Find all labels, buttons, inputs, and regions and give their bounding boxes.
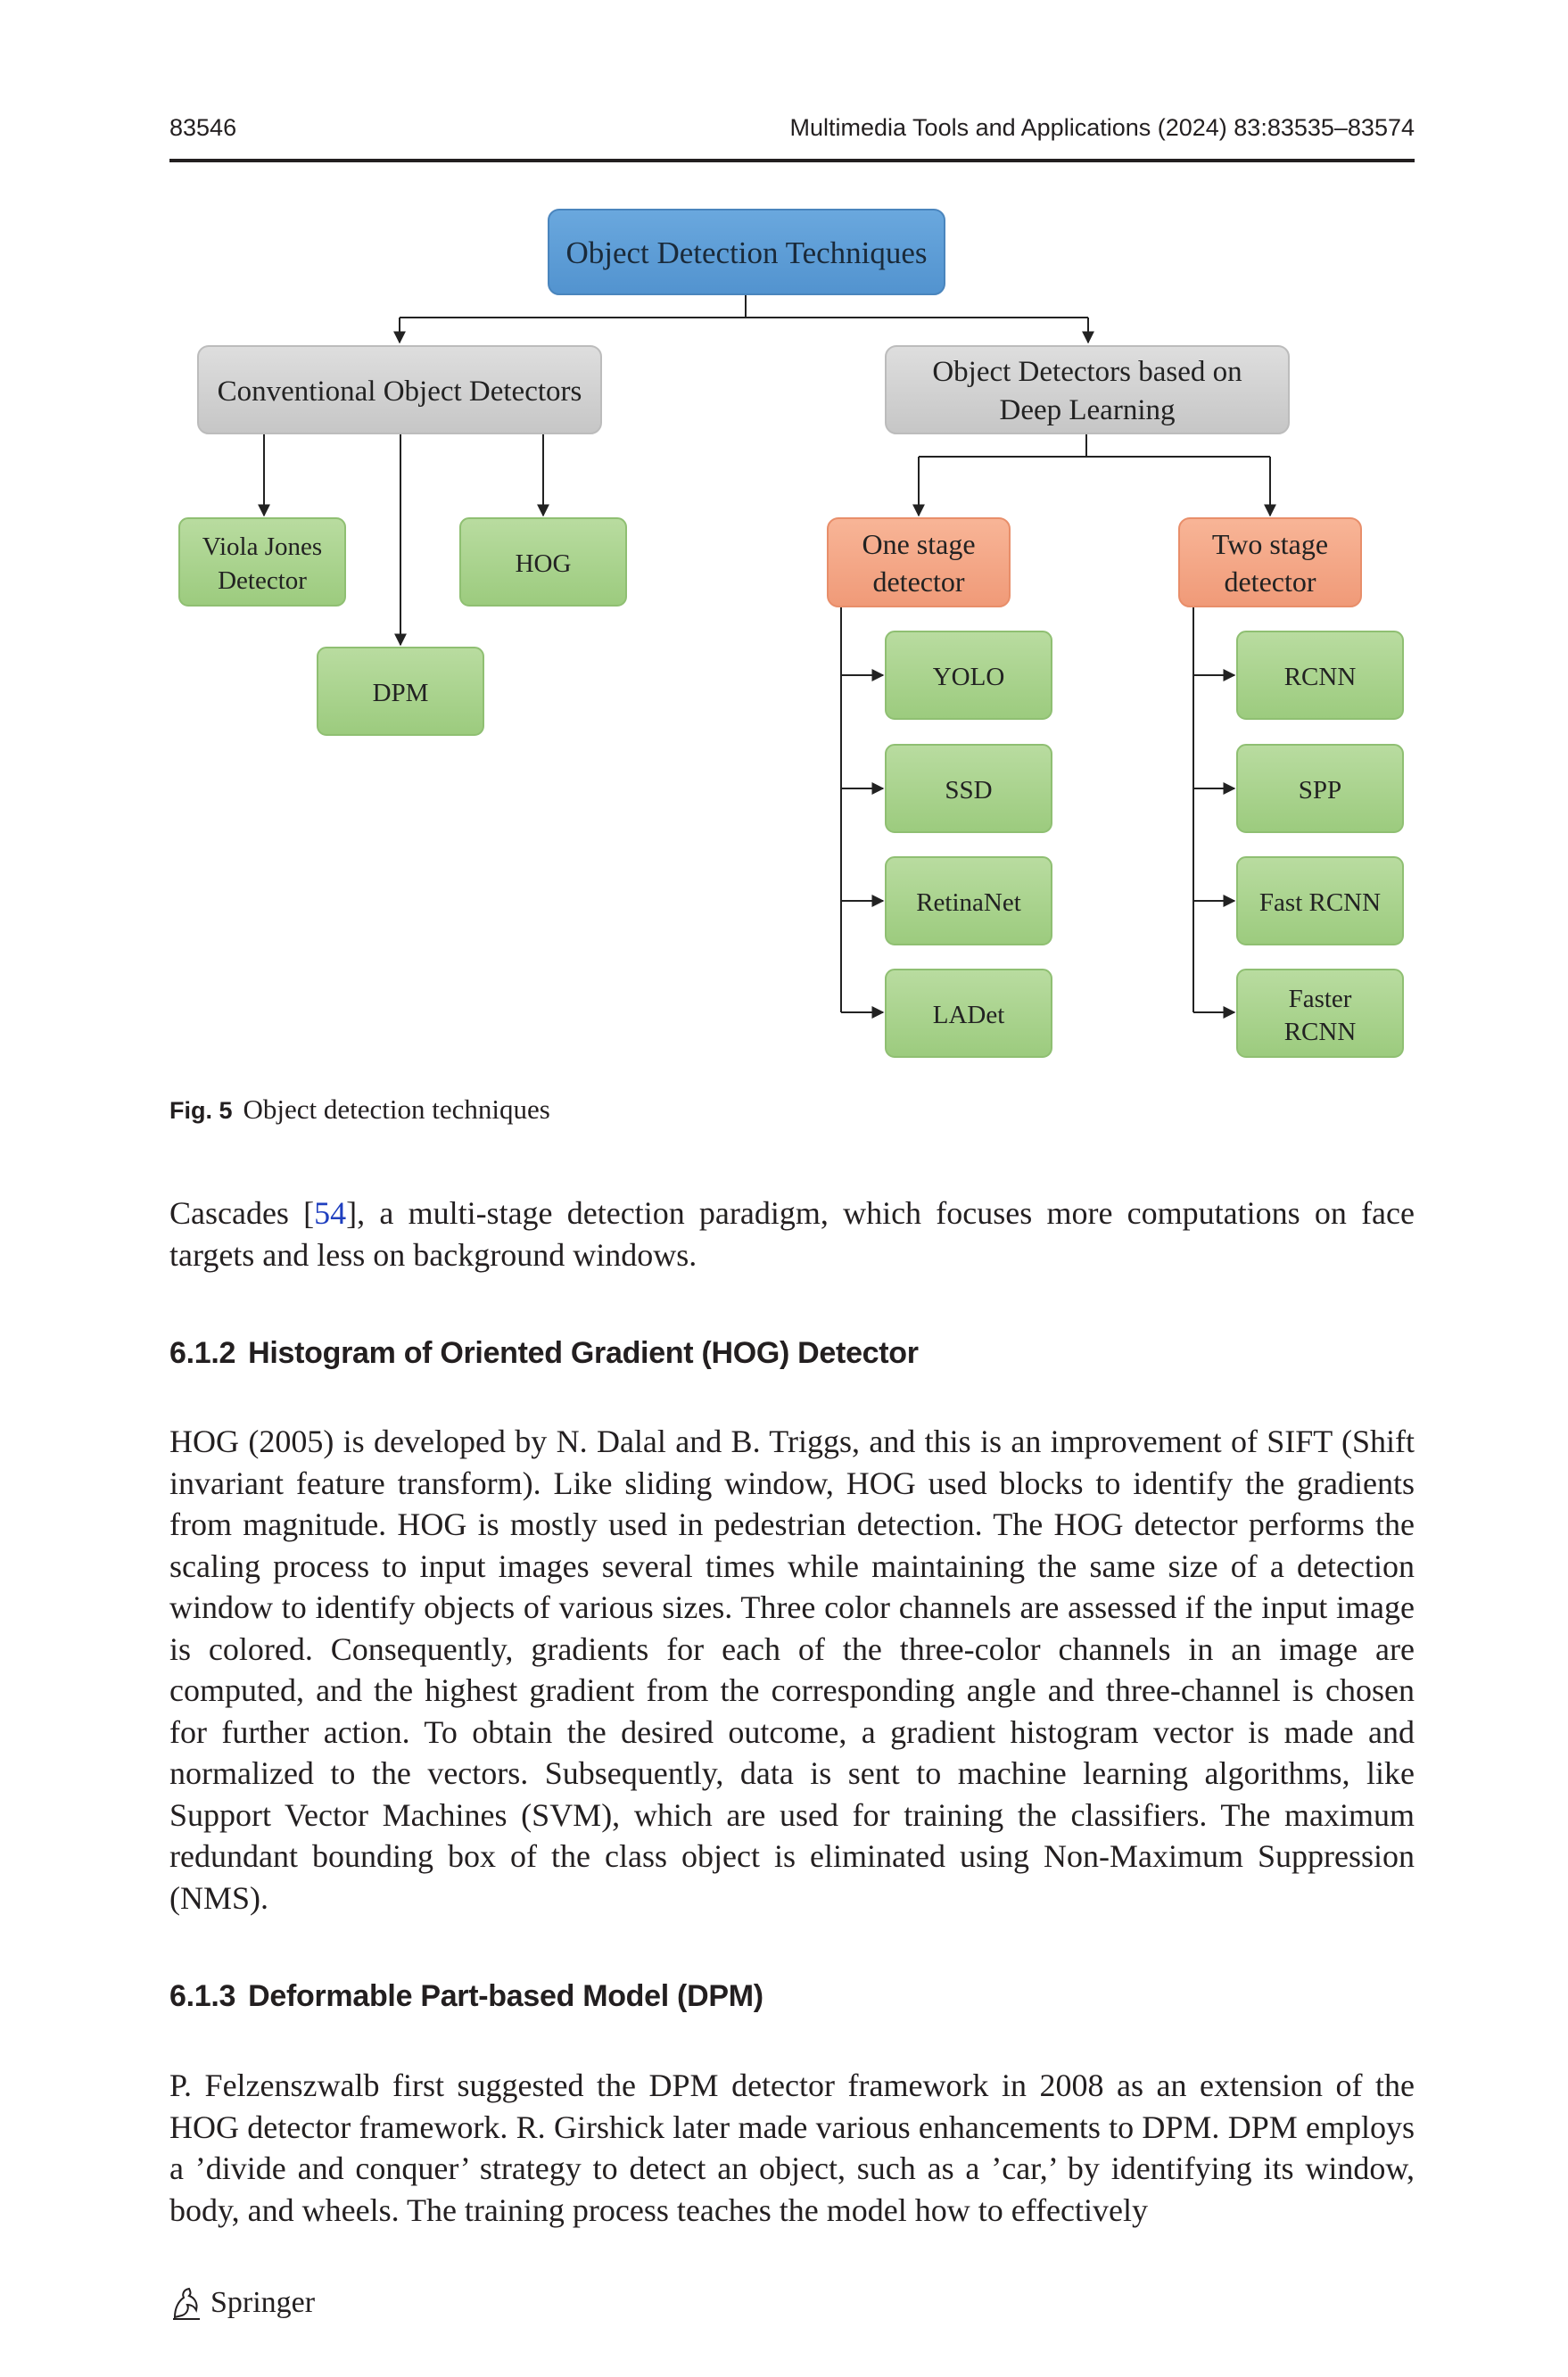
springer-horse-icon [169,2285,203,2321]
node-rcnn [1237,631,1403,719]
node-viola-line1: Viola Jones [202,532,323,561]
section-number: 6.1.2 [169,1336,236,1370]
node-one-stage [828,518,1010,607]
node-hog [460,518,626,606]
node-root-label: Object Detection Techniques [565,235,928,270]
node-fast-rcnn [1237,857,1403,945]
node-deep-learning-detectors [886,346,1289,433]
node-ladet [886,970,1052,1057]
node-two-stage-line1: Two stage [1211,528,1329,560]
node-one-stage-line1: One stage [862,528,976,560]
section-title: Deformable Part-based Model (DPM) [248,1979,763,2013]
node-root [549,210,945,294]
node-conventional-detectors [198,346,601,433]
node-ssd [886,745,1052,832]
node-dpm [318,648,483,735]
paragraph-hog: HOG (2005) is developed by N. Dalal and B. Triggs, and this is an improvement of SIFT (Shift invariant feature transform). Like sliding window, HOG used blocks to identify the gradients from magnitude. HOG is mostly used in pedestrian detection. The HOG detector performs the scaling process to input images several times while maintaining the same size of a detection window to identify objects of various sizes. Three color channels are assessed if the input image is colored. Consequently, gradients for each of the three-color channels in an image are computed, and the highest gradient from the corresponding angle and three-channel is chosen for further action. To obtain the desired outcome, a gradient histogram vector is made and normalized to the vectors. Subsequently, data is sent to machine learning algorithms, like Support Vector Machines (SVM), which are used for training the classifiers. The maximum redundant bounding box of the class object is eliminated using Non-Maximum Suppression (NMS). [169,1424,1415,1916]
node-yolo-label: YOLO [932,663,1005,691]
paragraph-cascades-text-start: Cascades [ [169,1195,315,1231]
node-one-stage-line2: detector [872,565,965,598]
figure-caption-text: Object detection techniques [243,1094,550,1125]
publisher-name: Springer [210,2286,316,2319]
node-spp-label: SPP [1298,776,1342,805]
node-deep-label-line1: Object Detectors based on [932,356,1242,388]
citation-link[interactable]: 54 [314,1195,347,1231]
node-rcnn-label: RCNN [1283,663,1357,691]
node-viola-line2: Detector [218,566,307,595]
figure-caption [169,1094,550,1126]
section-heading-hog [169,1336,919,1371]
node-hog-label: HOG [515,549,572,578]
page-number: 83546 [169,114,237,141]
node-deep-label-line2: Deep Learning [999,394,1176,426]
object-detection-diagram [0,0,1568,1088]
node-spp [1237,745,1403,832]
journal-citation: Multimedia Tools and Applications (2024) 83:83535–83574 [789,114,1415,141]
node-fast-rcnn-label: Fast RCNN [1259,888,1382,917]
node-dpm-label: DPM [372,679,429,707]
node-faster-line2: RCNN [1283,1018,1357,1046]
node-two-stage-line2: detector [1224,565,1316,598]
node-yolo [886,631,1052,719]
section-heading-dpm [169,1979,763,2014]
node-conventional-label: Conventional Object Detectors [217,376,582,408]
node-retinanet [886,857,1052,945]
node-faster-rcnn [1237,970,1403,1057]
paragraph-cascades-text-end: ], a multi-stage detection paradigm, which focuses more computations on face targets and less on background windows. [169,1195,1415,1273]
node-viola-jones [179,518,345,606]
section-number: 6.1.3 [169,1979,236,2013]
node-retinanet-label: RetinaNet [916,888,1021,917]
node-faster-line1: Faster [1288,985,1352,1013]
section-title: Histogram of Oriented Gradient (HOG) Detector [248,1336,919,1370]
node-two-stage [1179,518,1361,607]
paragraph-dpm: P. Felzenszwalb first suggested the DPM detector framework in 2008 as an extension of the HOG detector framework. R. Girshick later made various enhancements to DPM. DPM employs a ’divide and conquer’ strategy to detect an object, such as a ’car,’ by identifying its window, body, and wheels. The training process teaches the model how to effectively [169,2067,1415,2228]
figure-caption-label: Fig. 5 [169,1097,233,1124]
paragraph-cascades [169,1193,1415,1275]
publisher-footer [169,2285,315,2321]
node-ssd-label: SSD [945,776,993,805]
node-ladet-label: LADet [932,1001,1005,1029]
